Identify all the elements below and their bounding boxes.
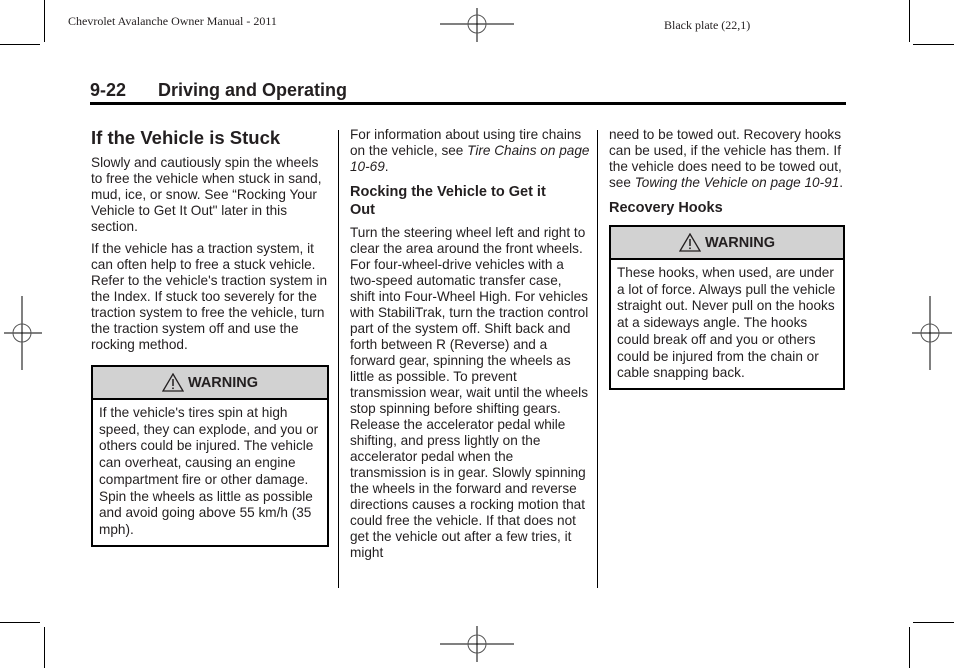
cross-reference-link[interactable]: Tire Chains on page 10-69 bbox=[350, 143, 590, 174]
crop-mark bbox=[0, 44, 40, 45]
paragraph: Slowly and cautiously spin the wheels to free the vehicle when stuck in sand, mud, ice, or snow. See “Rocking Your Vehicle to Get It Out" later in this section. bbox=[91, 155, 322, 234]
manual-title: Chevrolet Avalanche Owner Manual - 2011 bbox=[68, 14, 277, 28]
text: For information about using tire chains on the vehicle, see bbox=[350, 127, 582, 158]
crop-mark bbox=[0, 622, 40, 623]
crop-mark bbox=[44, 0, 45, 42]
warning-header bbox=[611, 227, 843, 260]
crop-mark bbox=[913, 622, 954, 623]
column-divider bbox=[597, 130, 598, 588]
warning-box bbox=[91, 365, 329, 547]
warning-triangle-icon bbox=[162, 373, 184, 392]
paragraph bbox=[609, 127, 845, 191]
cross-reference-link[interactable]: Towing the Vehicle on page 10-91 bbox=[634, 175, 840, 190]
section-rule bbox=[90, 102, 846, 105]
warning-text: If the vehicle's tires spin at high speed, they can explode, and you or others could be injured. The vehicle can overheat, causing an engine compartment fire or other damage. Spin the wheels as little as possible and avoid going above 55 km/h (35 mph). bbox=[99, 405, 319, 537]
heading-recovery-hooks: Recovery Hooks bbox=[609, 200, 723, 216]
crop-mark bbox=[909, 0, 910, 42]
text: need to be towed out. Recovery hooks can be used, if the vehicle has them. If the vehicle does need to be towed out, see bbox=[609, 127, 842, 190]
page-number: 9-22 bbox=[90, 80, 127, 100]
column-3 bbox=[609, 127, 845, 390]
plate-label: Black plate (22,1) bbox=[664, 18, 751, 32]
text: . bbox=[839, 175, 844, 190]
paragraph: Turn the steering wheel left and right to clear the area around the front wheels. For four-wheel-drive vehicles with a two-speed automatic transfer case, shift into Four-Wheel High. For vehicles with StabiliTrak, turn the traction control part of the system off. Shift back and forth between R (Reverse) and a forward gear, spinning the wheels as little as possible. To prevent transmission wear, wait until the wheels stop spinning before shifting gears. Release the accelerator pedal while shifting, and press lightly on the accelerator pedal when the transmission is in gear. Slowly spinning the wheels in the forward and reverse directions causes a rocking motion that could free the vehicle. If that does not get the vehicle out after a few tries, it might bbox=[350, 225, 589, 560]
text: . bbox=[384, 159, 389, 174]
registration-mark-icon bbox=[4, 296, 42, 370]
warning-text: These hooks, when used, are under a lot of force. Always pull the vehicle straight out. Never pull on the hooks at a sideways angle. The hooks could break off and you or others could be injured from the chain or cable snapping back. bbox=[617, 265, 836, 381]
warning-header bbox=[93, 367, 327, 400]
heading-vehicle-stuck: If the Vehicle is Stuck bbox=[91, 127, 281, 148]
warning-triangle-icon bbox=[679, 233, 701, 252]
crop-mark bbox=[44, 627, 45, 668]
column-2 bbox=[350, 127, 590, 567]
section-title: Driving and Operating bbox=[158, 80, 348, 100]
column-divider bbox=[338, 130, 339, 588]
warning-box bbox=[609, 225, 845, 390]
registration-mark-icon bbox=[912, 296, 952, 370]
warning-label: WARNING bbox=[187, 374, 259, 391]
warning-label: WARNING bbox=[704, 234, 776, 251]
crop-mark bbox=[913, 44, 954, 45]
column-1 bbox=[91, 127, 329, 547]
registration-mark-icon bbox=[440, 626, 514, 664]
crop-mark bbox=[909, 627, 910, 668]
paragraph: If the vehicle has a traction system, it can often help to free a stuck vehicle. Refer to the vehicle's traction system in the Index. If stuck too severely for the traction system to free the vehicle, turn the traction system off and use the rocking method. bbox=[91, 241, 328, 352]
paragraph bbox=[350, 127, 590, 175]
registration-mark-icon bbox=[440, 4, 514, 42]
heading-rocking-vehicle: Rocking the Vehicle to Get it Out bbox=[350, 184, 546, 218]
